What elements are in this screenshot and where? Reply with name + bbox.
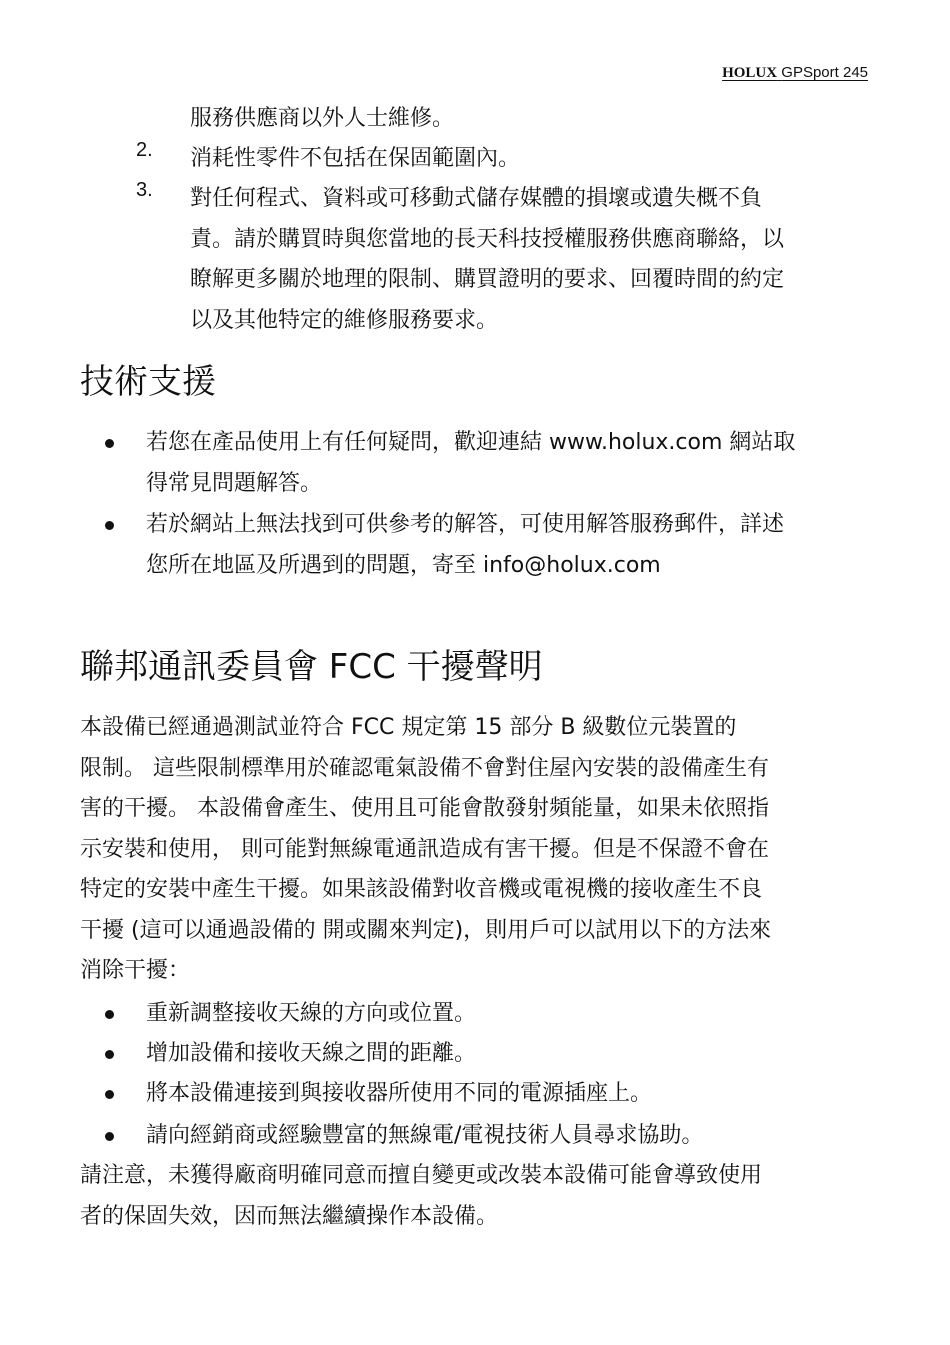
bullet-text: 增加設備和接收天線之間的距離。: [146, 1041, 477, 1066]
text-line: 請注意，未獲得廠商明確同意而擅自變更或改裝本設備可能會導致使用: [80, 1163, 763, 1188]
bullet-text: [146, 505, 868, 586]
header-brand: HOLUX: [722, 65, 778, 81]
fcc-heading: 聯邦通訊委員會 FCC 干擾聲明: [80, 647, 543, 687]
bullet-dot: [105, 521, 114, 530]
bullet-dot: [105, 1050, 114, 1059]
fcc-note: [80, 1156, 868, 1237]
bullet-text: 請向經銷商或經驗豐富的無線電/電視技術人員尋求協助。: [146, 1123, 704, 1148]
text-line: 以及其他特定的維修服務要求。: [190, 307, 499, 333]
warranty-item-text: 消耗性零件不包括在保固範圍內。: [190, 146, 521, 171]
text-line: 限制。 這些限制標準用於確認電氣設備不會對住屋內安裝的設備產生有: [80, 755, 769, 781]
header-model: GPSport 245: [781, 64, 868, 81]
page-header: [722, 64, 868, 82]
text-line: 害的干擾。 本設備會產生、使用且可能會散發射頻能量，如果未依照指: [80, 796, 769, 821]
warranty-item-text: [190, 179, 870, 341]
warranty-continuation-text: 服務供應商以外人士維修。: [190, 106, 455, 131]
warranty-item-number: 3.: [136, 179, 153, 201]
text-line: 若於網站上無法找到可供參考的解答，可使用解答服務郵件，詳述: [146, 512, 785, 537]
text-line: 若您在產品使用上有任何疑問，歡迎連結 www.holux.com 網站取: [146, 430, 796, 455]
warranty-item-number: 2.: [136, 139, 153, 161]
text-line: 消除干擾：: [80, 958, 191, 983]
bullet-dot: [105, 1010, 114, 1019]
text-line: 您所在地區及所遇到的問題，寄至 info@holux.com: [146, 552, 661, 578]
text-line: 責。請於購買時與您當地的長天科技授權服務供應商聯絡，以: [190, 226, 785, 252]
bullet-text: 將本設備連接到與接收器所使用不同的電源插座上。: [146, 1081, 653, 1106]
bullet-dot: [105, 439, 114, 448]
text-line: 瞭解更多關於地理的限制、購買證明的要求、回覆時間的約定: [190, 267, 785, 292]
text-line: 示安裝和使用， 則可能對無線電通訊造成有害干擾。但是不保證不會在: [80, 836, 769, 862]
tech-support-heading: 技術支援: [80, 362, 216, 402]
bullet-text: 重新調整接收天線的方向或位置。: [146, 1001, 477, 1026]
text-line: 對任何程式、資料或可移動式儲存媒體的損壞或遺失概不負: [190, 186, 763, 211]
text-line: 特定的安裝中產生干擾。如果該設備對收音機或電視機的接收產生不良: [80, 877, 763, 902]
bullet-dot: [105, 1090, 114, 1099]
text-line: 得常見問題解答。: [146, 470, 323, 496]
text-line: 者的保固失效，因而無法繼續操作本設備。: [80, 1203, 499, 1229]
bullet-dot: [105, 1132, 114, 1141]
text-line: 干擾 (這可以通過設備的 開或關來判定)，則用戶可以試用以下的方法來: [80, 917, 772, 943]
fcc-paragraph: [80, 708, 868, 992]
bullet-text: [146, 423, 868, 504]
text-line: 本設備已經通過測試並符合 FCC 規定第 15 部分 B 級數位元裝置的: [80, 715, 737, 740]
